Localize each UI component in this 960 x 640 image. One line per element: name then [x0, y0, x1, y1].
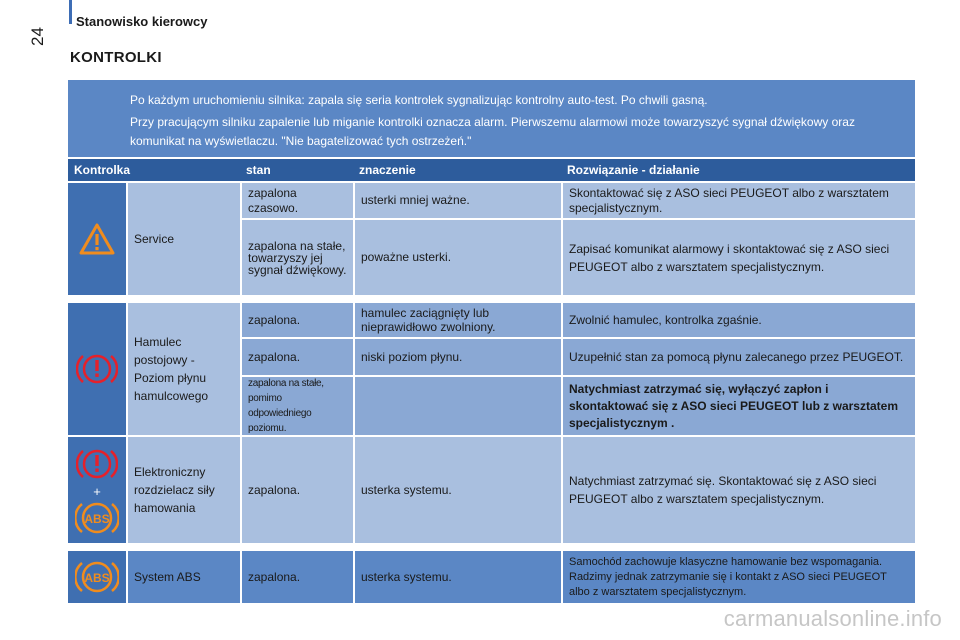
brake-warning-icon [76, 349, 118, 389]
table-row [240, 218, 915, 295]
action-cell: Uzupełnić stan za pomocą płynu zalecanego przez PEUGEOT. [561, 339, 915, 375]
state-cell: zapalona. [240, 303, 353, 337]
section-title: Stanowisko kierowcy [76, 14, 208, 29]
meaning-cell: usterka systemu. [353, 437, 561, 543]
intro-paragraph-2: Przy pracującym silniku zapalenie lub miganie kontrolki oznacza alarm. Pierwszemu alarmowi może towarzyszyć sygnał dźwiękowy oraz komunikat na wyświetlaczu. "Nie bagatelizować tych ostrzeżeń." [130, 115, 855, 148]
plus-sign: + [93, 483, 101, 499]
action-cell: Natychmiast zatrzymać się. Skontaktować się z ASO sieci PEUGEOT albo z warsztatem specjalistycznym. [561, 437, 915, 543]
abs-rows [240, 551, 915, 603]
state-cell: zapalona. [240, 551, 353, 603]
meaning-cell: usterka systemu. [353, 551, 561, 603]
page-number: 24 [28, 27, 47, 46]
service-icon-cell [68, 183, 126, 295]
table-row [240, 183, 915, 218]
service-name: Service [126, 183, 240, 295]
service-group [68, 181, 915, 295]
svg-text:ABS: ABS [84, 571, 110, 585]
header-znaczenie: znaczenie [359, 163, 416, 177]
svg-text:ABS: ABS [84, 511, 110, 526]
intro-paragraph-1: Po każdym uruchomieniu silnika: zapala się seria kontrolek sygnalizując kontrolny auto-test. Po chwili gasną. [130, 93, 708, 107]
watermark: carmanualsonline.info [723, 606, 942, 631]
section-marker [69, 0, 72, 24]
meaning-cell: niski poziom płynu. [353, 339, 561, 375]
action-cell: Skontaktować się z ASO sieci PEUGEOT albo z warsztatem specjalistycznym. [561, 183, 915, 218]
ebd-icon-cell [68, 437, 126, 543]
intro-box [68, 80, 915, 157]
meaning-cell: usterki mniej ważne. [353, 183, 561, 218]
header-stan: stan [246, 163, 271, 177]
service-rows [240, 183, 915, 295]
state-cell: zapalona. [240, 339, 353, 375]
action-cell: Zapisać komunikat alarmowy i skontaktować się z ASO sieci PEUGEOT albo z warsztatem specjalistycznym. [561, 220, 915, 295]
action-cell: Samochód zachowuje klasyczne hamowanie bez wspomagania. Radzimy jednak zatrzymanie się i kontakt z ASO sieci PEUGEOT albo z warsztatem specjalistycznym. [561, 551, 915, 603]
brake-rows [240, 303, 915, 435]
header-kontrolka: Kontrolka [74, 163, 131, 177]
ebd-group [68, 435, 915, 543]
abs-name: System ABS [126, 551, 240, 603]
header-kontrolka-name [126, 159, 240, 181]
ebd-name: Elektroniczny rozdzielacz siły hamowania [126, 437, 240, 543]
table-row [240, 551, 915, 603]
page-title: KONTROLKI [70, 49, 162, 66]
meaning-cell: hamulec zaciągnięty lub nieprawidłowo zwolniony. [353, 303, 561, 337]
table-header [68, 159, 915, 181]
state-cell: zapalona. [240, 437, 353, 543]
warning-triangle-icon [79, 223, 115, 255]
abs-icon [75, 558, 119, 596]
brake-icon-cell [68, 303, 126, 435]
state-cell: zapalona na stałe, towarzyszy jej sygnał dźwiękowy. [240, 220, 353, 295]
ebd-rows [240, 437, 915, 543]
table-row [240, 303, 915, 337]
header-rozwiazanie: Rozwiązanie - działanie [567, 163, 700, 177]
state-cell: zapalona na stałe, pomimo odpowiedniego poziomu. [240, 377, 353, 435]
abs-group [68, 543, 915, 603]
brake-group [68, 295, 915, 435]
brake-name: Hamulec postojowy - Poziom płynu hamulcowego [126, 303, 240, 435]
action-cell: Natychmiast zatrzymać się, wyłączyć zapłon i skontaktować się z ASO sieci PEUGEOT lub z warsztatem specjalistycznym . [561, 377, 915, 435]
abs-icon [75, 499, 119, 537]
warning-lights-table [68, 159, 915, 603]
table-row [240, 375, 915, 435]
brake-warning-icon [76, 444, 118, 484]
meaning-cell [353, 377, 561, 435]
table-row [240, 337, 915, 375]
abs-icon-cell [68, 551, 126, 603]
state-cell: zapalona czasowo. [240, 183, 353, 218]
meaning-cell: poważne usterki. [353, 220, 561, 295]
action-cell: Zwolnić hamulec, kontrolka zgaśnie. [561, 303, 915, 337]
table-row [240, 437, 915, 543]
